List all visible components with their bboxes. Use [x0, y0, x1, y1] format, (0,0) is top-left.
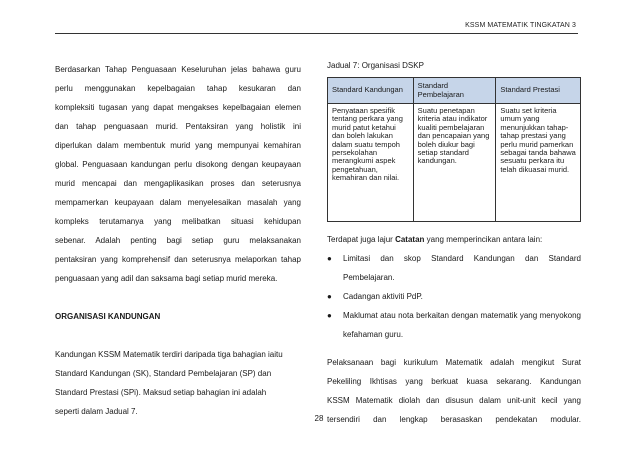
header-rule — [55, 33, 578, 34]
bullet-icon: ● — [327, 254, 332, 263]
right-column — [327, 60, 581, 429]
closing-line: Pelaksanaan bagi kurikulum Matematik adalah mengikut Surat — [327, 358, 581, 367]
intro-paragraph — [55, 60, 301, 288]
note-line — [327, 230, 581, 249]
organisation-paragraph — [55, 345, 301, 421]
section-heading: ORGANISASI KANDUNGAN — [55, 312, 161, 321]
note-prefix: Terdapat juga lajur — [327, 235, 393, 244]
table-header-cell: Standard Kandungan — [328, 78, 414, 104]
left-column — [55, 60, 301, 421]
dskp-table — [327, 77, 581, 222]
table-header-cell: Standard Prestasi — [496, 78, 581, 104]
org-line: Standard Prestasi (SPi). Maksud setiap bahagian ini adalah — [55, 388, 267, 397]
table-header-cell: Standard Pembelajaran — [413, 78, 496, 104]
table-row — [328, 104, 581, 222]
closing-line: Pekeliling Ikhtisas yang berkuat kuasa sekarang. Kandungan — [327, 377, 581, 386]
intro-line: dan tahap penguasaan murid. Pentaksiran yang holistik ini — [55, 122, 301, 131]
intro-line: global. Penguasaan kandungan perlu disokong dengan keupayaan — [55, 160, 301, 169]
closing-line: tersendiri dan lengkap berasaskan pendekatan modular. — [327, 415, 581, 424]
bullet-icon: ● — [327, 292, 332, 301]
intro-line: kompleksiti tugasan yang dapat mengakses kepelbagaian elemen — [55, 103, 301, 112]
note-bold: Catatan — [395, 235, 425, 244]
intro-line: kompleks terutamanya yang melibatkan situasi kehidupan — [55, 217, 301, 226]
org-line: Standard Kandungan (SK), Standard Pembelajaran (SP) dan — [55, 369, 272, 378]
list-item: ● Maklumat atau nota berkaitan dengan matematik yang menyokong kefahaman guru. — [327, 306, 581, 344]
intro-line: penguasaan yang adil dan saksama bagi setiap murid mereka. — [55, 274, 278, 283]
list-item: ● Cadangan aktiviti PdP. — [327, 287, 581, 306]
page-number: 28 — [314, 414, 324, 423]
list-item: ● Limitasi dan skop Standard Kandungan dan Standard Pembelajaran. — [327, 249, 581, 287]
closing-line: KSSM Matematik diolah dan disusun dalam unit-unit kecil yang — [327, 396, 581, 405]
table-cell: Suatu penetapan kriteria atau indikator kualiti pembelajaran dan pencapaian yang boleh diukur bagi setiap standard kandungan. — [413, 104, 496, 222]
bullet-icon: ● — [327, 311, 332, 320]
intro-line: perlu menggunakan kepelbagaian tahap kesukaran dan — [55, 84, 301, 93]
intro-line: sebenar. Adalah penting bagi setiap guru melaksanakan — [55, 236, 301, 245]
intro-line: diperlukan dalam membentuk murid yang mempunyai kemahiran — [55, 141, 301, 150]
header-title: KSSM MATEMATIK TINGKATAN 3 — [465, 22, 576, 29]
intro-line: pentaksiran yang komprehensif dan seterusnya melaporkan tahap — [55, 255, 301, 264]
org-line: seperti dalam Jadual 7. — [55, 407, 138, 416]
org-line: Kandungan KSSM Matematik terdiri daripada tiga bahagian iaitu — [55, 350, 283, 359]
intro-line: murid mencapai dan mengaplikasikan proses dan seterusnya — [55, 179, 301, 188]
table-cell: Suatu set kriteria umum yang menunjukkan tahap-tahap prestasi yang perlu murid pamerkan sebagai tanda bahawa sesuatu perkara itu telah dikuasai murid. — [496, 104, 581, 222]
note-bullet-list — [327, 249, 581, 344]
note-suffix: yang memperincikan antara lain: — [426, 235, 543, 244]
intro-line: mempamerkan keupayaan dalam menyelesaikan masalah yang — [55, 198, 301, 207]
table-caption: Jadual 7: Organisasi DSKP — [327, 61, 424, 70]
intro-line: Berdasarkan Tahap Penguasaan Keseluruhan jelas bahawa guru — [55, 65, 301, 74]
table-cell: Penyataan spesifik tentang perkara yang murid patut ketahui dan boleh lakukan dalam suatu tempoh persekolahan merangkumi aspek pengetahuan, kemahiran dan nilai. — [328, 104, 414, 222]
